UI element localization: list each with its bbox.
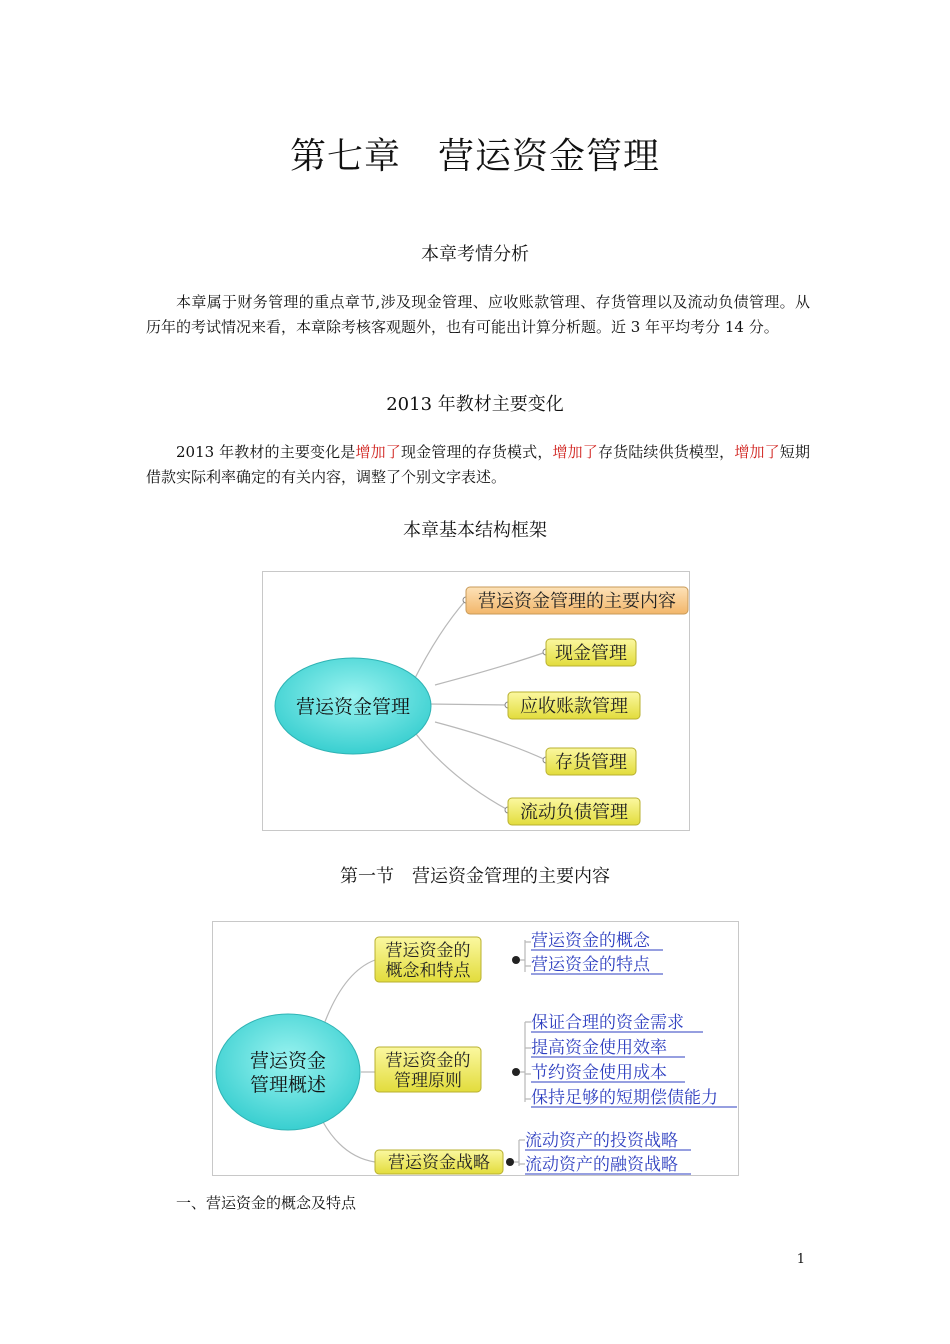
- branch-label: 营运资金管理的主要内容: [478, 591, 676, 612]
- group-label-line2: 管理原则: [394, 1071, 462, 1091]
- leaf-item: 提高资金使用效率: [531, 1038, 667, 1058]
- center-label-line1: 营运资金: [249, 1050, 327, 1072]
- changes-part: 现金管理的存货模式，: [400, 443, 553, 461]
- expand-dot: [512, 956, 520, 964]
- leaf-item: 流动资产的投资战略: [525, 1131, 678, 1151]
- changes-part: 短期借款实际利率确定的有关内容，调整了个别文字表述。: [146, 443, 810, 486]
- sub-heading: 一、营运资金的概念及特点: [176, 1194, 357, 1212]
- branch-label: 流动负债管理: [520, 802, 628, 823]
- branch-label: 应收账款管理: [520, 696, 628, 717]
- structure-heading: 本章基本结构框架: [403, 520, 547, 541]
- group-label-line1: 营运资金战略: [388, 1153, 490, 1173]
- leaf-item: 保证合理的资金需求: [531, 1013, 684, 1033]
- group-label-line1: 营运资金的: [385, 1051, 471, 1071]
- expand-dot: [512, 1068, 520, 1076]
- overview-mindmap: [212, 921, 739, 1176]
- group-label-line2: 概念和特点: [385, 961, 471, 981]
- leaf-item: 营运资金的特点: [531, 955, 650, 975]
- center-label: 营运资金管理: [295, 696, 411, 718]
- chapter-title: 第七章 营运资金管理: [289, 136, 660, 177]
- changes-heading: 2013 年教材主要变化: [386, 394, 564, 415]
- changes-emphasis: 增加了: [355, 443, 401, 461]
- page-number: 1: [796, 1252, 805, 1267]
- changes-emphasis: 增加了: [552, 443, 598, 461]
- analysis-heading: 本章考情分析: [421, 244, 529, 265]
- leaf-item: 营运资金的概念: [531, 931, 650, 951]
- group-label-line1: 营运资金的: [385, 941, 471, 961]
- changes-emphasis: 增加了: [734, 443, 780, 461]
- leaf-item: 保持足够的短期偿债能力: [531, 1088, 718, 1108]
- leaf-item: 流动资产的融资战略: [525, 1155, 678, 1175]
- center-ellipse: [216, 1014, 360, 1130]
- branch-label: 现金管理: [555, 643, 627, 664]
- branch-label: 存货管理: [555, 752, 627, 773]
- changes-paragraph: [146, 440, 810, 490]
- leaf-item: 节约资金使用成本: [531, 1063, 667, 1083]
- changes-part: 存货陆续供货模型，: [597, 443, 735, 461]
- center-label-line2: 管理概述: [249, 1074, 327, 1096]
- expand-dot: [506, 1158, 514, 1166]
- structure-mindmap: [262, 571, 690, 831]
- changes-part: 2013 年教材的主要变化是: [176, 443, 356, 461]
- section1-heading: 第一节 营运资金管理的主要内容: [340, 866, 610, 887]
- analysis-paragraph: 本章属于财务管理的重点章节,涉及现金管理、应收账款管理、存货管理以及流动负债管理。从历年的考试情况来看，本章除考核客观题外，也有可能出计算分析题。近 3 年平均考分 14 分。: [146, 293, 810, 336]
